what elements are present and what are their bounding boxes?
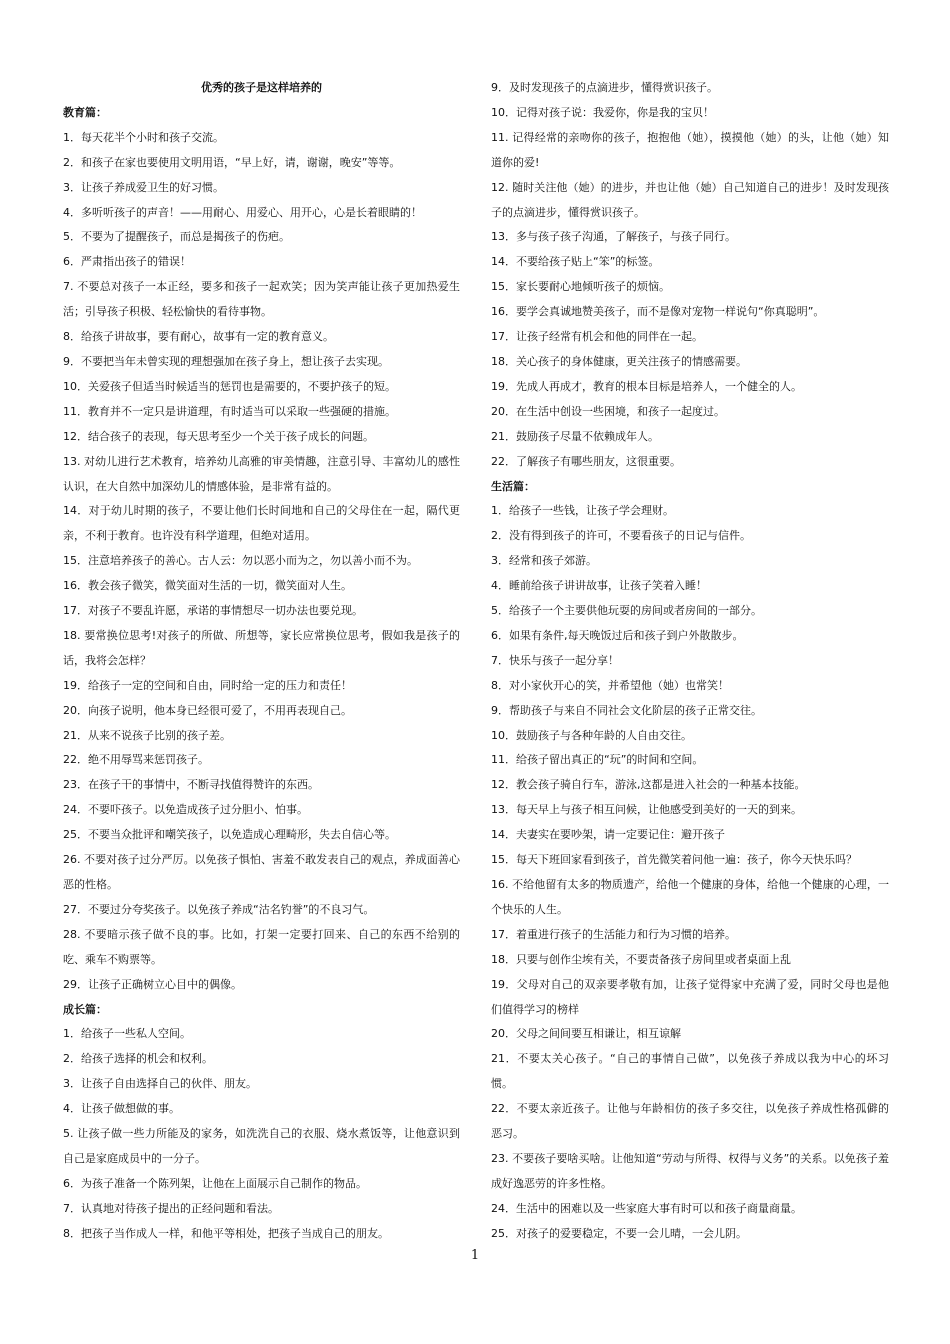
list-item: 23. 不要孩子要啥买啥。让他知道“劳动与所得、权得与义务”的关系。以免孩子羞成好逸恶劳的许多性格。 (491, 1151, 889, 1190)
list-item: 2．没有得到孩子的许可，不要看孩子的日记与信件。 (491, 529, 751, 543)
list-item: 1．给孩子一些钱，让孩子学会理财。 (491, 504, 674, 518)
section-heading-life: 生活篇： (491, 479, 535, 493)
list-item: 5．不要为了提醒孩子，而总是揭孩子的伤疤。 (63, 230, 290, 244)
page-number: 1 (470, 1248, 480, 1263)
list-item: 22．了解孩子有哪些朋友，这很重要。 (491, 454, 681, 468)
list-item: 3．让孩子自由选择自己的伙伴、朋友。 (63, 1077, 257, 1091)
list-item: 13. 对幼儿进行艺术教育，培养幼儿高雅的审美情趣，注意引导、丰富幼儿的感性认识，在大自然中加深幼儿的情感体验，是非常有益的。 (63, 454, 460, 493)
list-item: 28. 不要暗示孩子做不良的事。比如，打架一定要打回来、自己的东西不给别的吃、乘车不购票等。 (63, 927, 460, 966)
list-item: 1．给孩子一些私人空间。 (63, 1027, 191, 1041)
list-item: 7. 不要总对孩子一本正经，要多和孩子一起欢笑；因为笑声能让孩子更加热爱生活；引导孩子积极、轻松愉快的看待事物。 (63, 280, 460, 319)
list-item: 3．经常和孩子郊游。 (491, 554, 597, 568)
list-item: 9．帮助孩子与来自不同社会文化阶层的孩子正常交往。 (491, 703, 762, 717)
list-item: 7．认真地对待孩子提出的正经问题和看法。 (63, 1201, 279, 1215)
list-item: 19．父母对自己的双亲要孝敬有加，让孩子觉得家中充满了爱，同时父母也是他们值得学习的榜样 (491, 977, 889, 1016)
document-title: 优秀的孩子是这样培养的 (201, 81, 322, 94)
list-item: 2．给孩子选择的机会和权利。 (63, 1052, 213, 1066)
list-item: 9．不要把当年未曾实现的理想强加在孩子身上，想让孩子去实现。 (63, 354, 389, 368)
list-item: 25．对孩子的爱要稳定，不要一会儿晴，一会儿阴。 (491, 1226, 747, 1240)
list-item: 4．让孩子做想做的事。 (63, 1102, 180, 1116)
list-item: 10．鼓励孩子与各种年龄的人自由交往。 (491, 728, 692, 742)
list-item: 24．不要吓孩子。以免造成孩子过分胆小、怕事。 (63, 803, 308, 817)
list-item: 17．让孩子经常有机会和他的同伴在一起。 (491, 330, 703, 344)
list-item: 9．及时发现孩子的点滴进步，懂得赏识孩子。 (491, 81, 718, 94)
list-item: 16．教会孩子微笑，微笑面对生活的一切，微笑面对人生。 (63, 579, 352, 593)
list-item: 14．不要给孩子贴上“笨”的标签。 (491, 255, 660, 269)
growth-list (63, 1022, 460, 1246)
list-item: 27．不要过分夸奖孩子。以免孩子养成“沽名钓誉”的不良习气。 (63, 902, 375, 916)
list-item: 7．快乐与孩子一起分享！ (491, 653, 619, 667)
list-item: 19．给孩子一定的空间和自由，同时给一定的压力和责任！ (63, 678, 352, 692)
list-item: 8．对小家伙开心的笑，并希望他（她）也常笑！ (491, 678, 729, 692)
list-item: 15．家长要耐心地倾听孩子的烦恼。 (491, 280, 670, 294)
list-item: 10．关爱孩子但适当时候适当的惩罚也是需要的，不要护孩子的短。 (63, 379, 396, 393)
list-item: 25．不要当众批评和嘲笑孩子，以免造成心理畸形，失去自信心等。 (63, 828, 396, 842)
list-item: 10．记得对孩子说：我爱你，你是我的宝贝！ (491, 105, 714, 119)
list-item: 11．教育并不一定只是讲道理，有时适当可以采取一些强硬的措施。 (63, 404, 396, 418)
list-item: 26. 不要对孩子过分严厉。以免孩子惧怕、害羞不敢发表自己的观点，养成面善心恶的性格。 (63, 853, 460, 891)
list-item: 15．每天下班回家看到孩子，首先微笑着问他一遍：孩子，你今天快乐吗？ (491, 853, 857, 867)
list-item: 16. 不给他留有太多的物质遗产，给他一个健康的身体，给他一个健康的心理，一个快乐的人生。 (491, 878, 889, 916)
list-item: 21．不要太关心孩子。“自己的事情自己做”，以免孩子养成以我为中心的坏习惯。 (491, 1052, 889, 1091)
list-item: 18．关心孩子的身体健康，更关注孩子的情感需要。 (491, 354, 747, 368)
list-item: 29．让孩子正确树立心目中的偶像。 (63, 977, 242, 991)
list-item: 18. 要常换位思考!对孩子的所做、所想等，家长应常换位思考，假如我是孩子的话，我将会怎样？ (63, 628, 460, 667)
list-item: 2．和孩子在家也要使用文明用语，“早上好，请，谢谢，晚安”等等。 (63, 155, 401, 169)
list-item: 18．只要与创作尘埃有关，不要责备孩子房间里或者桌面上乱 (491, 952, 791, 966)
education-list (63, 126, 460, 998)
list-item: 6．为孩子准备一个陈列架，让他在上面展示自己制作的物品。 (63, 1176, 367, 1190)
list-item: 23．在孩子干的事情中，不断寻找值得赞许的东西。 (63, 778, 319, 792)
list-item: 12．结合孩子的表现，每天思考至少一个关于孩子成长的问题。 (63, 429, 374, 443)
list-item: 14．夫妻实在要吵架，请一定要记住：避开孩子 (491, 828, 725, 842)
list-item: 5. 让孩子做一些力所能及的家务，如洗洗自己的衣服、烧水煮饭等，让他意识到自己是家庭成员中的一分子。 (63, 1127, 460, 1165)
list-item: 22．不要太亲近孩子。让他与年龄相仿的孩子多交往，以免孩子养成性格孤僻的恶习。 (491, 1102, 889, 1141)
list-item: 19．先成人再成才，教育的根本目标是培养人，一个健全的人。 (491, 379, 802, 393)
list-item: 20．向孩子说明，他本身已经很可爱了，不用再表现自己。 (63, 703, 352, 717)
list-item: 21．从来不说孩子比别的孩子差。 (63, 728, 231, 742)
list-item: 12．教会孩子骑自行车，游泳,这都是进入社会的一种基本技能。 (491, 778, 806, 792)
list-item: 17．对孩子不要乱许愿，承诺的事情想尽一切办法也要兑现。 (63, 604, 363, 618)
list-item: 13．多与孩子孩子沟通，了解孩子，与孩子同行。 (491, 230, 736, 244)
list-item: 20．父母之间间要互相谦让，相互谅解 (491, 1027, 681, 1041)
list-item: 14．对于幼儿时期的孩子，不要让他们长时间地和自己的父母住在一起，隔代更亲，不利于教育。也许没有科学道理，但绝对适用。 (63, 504, 460, 543)
list-item: 11．给孩子留出真正的“玩”的时间和空间。 (491, 753, 704, 767)
growth-list-continued (491, 76, 889, 475)
list-item: 8．把孩子当作成人一样，和他平等相处，把孩子当成自己的朋友。 (63, 1226, 389, 1240)
list-item: 6．严肃指出孩子的错误！ (63, 255, 191, 269)
left-column (63, 76, 460, 1247)
list-item: 4．多听听孩子的声音！——用耐心、用爱心、用开心，心是长着眼睛的！ (63, 205, 422, 219)
list-item: 17．着重进行孩子的生活能力和行为习惯的培养。 (491, 927, 736, 941)
list-item: 12. 随时关注他（她）的进步，并也让他（她）自己知道自己的进步！及时发现孩子的点滴进步，懂得赏识孩子。 (491, 180, 889, 219)
list-item: 6．如果有条件,每天晚饭过后和孩子到户外散散步。 (491, 628, 744, 642)
list-item: 11. 记得经常的亲吻你的孩子，抱抱他（她），摸摸他（她）的头，让他（她）知道你的爱! (491, 130, 889, 169)
list-item: 16．要学会真诚地赞美孩子，而不是像对宠物一样说句“你真聪明”。 (491, 305, 825, 319)
list-item: 22．绝不用辱骂来惩罚孩子。 (63, 753, 209, 767)
list-item: 1．每天花半个小时和孩子交流。 (63, 130, 224, 144)
life-list (491, 499, 889, 1246)
list-item: 13．每天早上与孩子相互问候，让他感受到美好的一天的到来。 (491, 803, 802, 817)
list-item: 24．生活中的困难以及一些家庭大事有时可以和孩子商量商量。 (491, 1201, 802, 1215)
list-item: 21．鼓励孩子尽量不依赖成年人。 (491, 429, 659, 443)
right-column (491, 76, 889, 1247)
section-heading-growth: 成长篇： (63, 1002, 107, 1016)
list-item: 3．让孩子养成爱卫生的好习惯。 (63, 180, 224, 194)
list-item: 5．给孩子一个主要供他玩耍的房间或者房间的一部分。 (491, 604, 762, 618)
list-item: 15．注意培养孩子的善心。古人云：勿以恶小而为之，勿以善小而不为。 (63, 554, 418, 568)
list-item: 4．睡前给孩子讲讲故事，让孩子笑着入睡！ (491, 579, 707, 593)
section-heading-education: 教育篇： (63, 105, 107, 119)
list-item: 8．给孩子讲故事，要有耐心，故事有一定的教育意义。 (63, 330, 334, 344)
list-item: 20．在生活中创设一些困境，和孩子一起度过。 (491, 404, 725, 418)
